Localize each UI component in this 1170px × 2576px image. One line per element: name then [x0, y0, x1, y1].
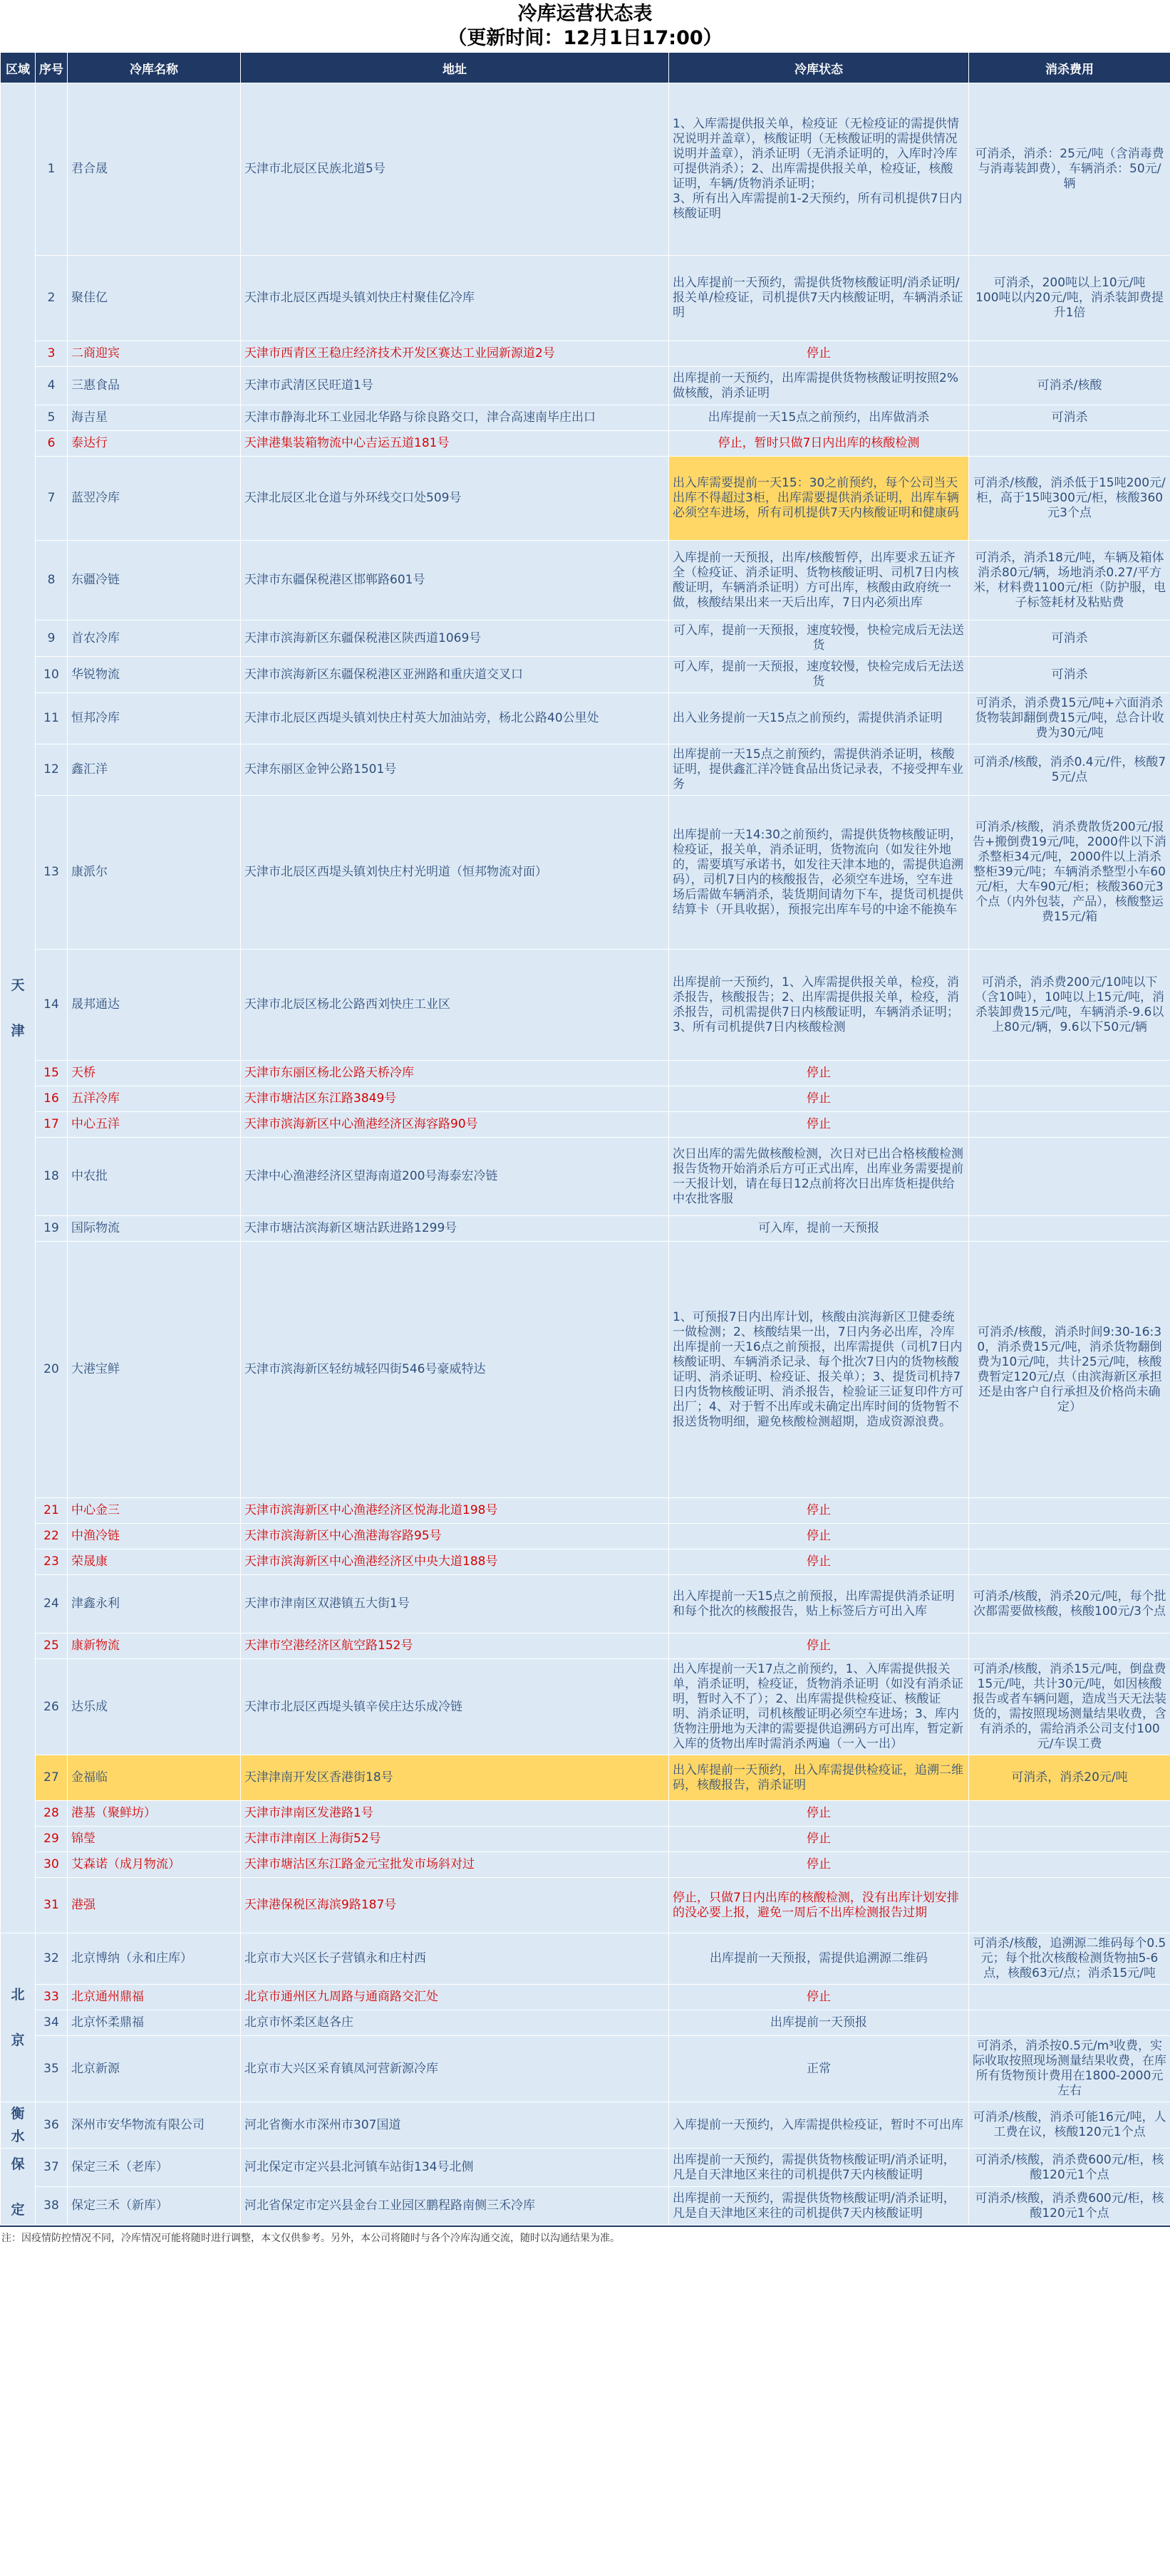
row-number: 11 — [36, 693, 68, 744]
address: 天津市北辰区西堤头镇刘快庄村英大加油站旁，杨北公路40公里处 — [241, 693, 669, 744]
row-number: 8 — [36, 541, 68, 620]
storage-status: 停止 — [669, 1112, 969, 1138]
row-number: 21 — [36, 1498, 68, 1524]
address: 天津市塘沽区东江路3849号 — [241, 1086, 669, 1112]
address: 天津港保税区海滨9路187号 — [241, 1878, 669, 1933]
row-number: 4 — [36, 367, 68, 405]
table-row — [1, 1755, 1170, 1801]
row-number: 2 — [36, 256, 68, 341]
address: 北京市大兴区长子营镇永和庄村西 — [241, 1933, 669, 1985]
table-row — [1, 796, 1170, 950]
disinfection-fee: 可消杀 — [969, 620, 1170, 657]
address: 天津市北辰区西堤头镇辛侯庄达乐成冷链 — [241, 1659, 669, 1755]
row-number: 29 — [36, 1827, 68, 1852]
cold-storage-table — [0, 52, 1170, 2226]
cold-storage-name: 北京通州鼎福 — [68, 1985, 241, 2010]
cold-storage-name: 北京新源 — [68, 2036, 241, 2102]
disinfection-fee: 可消杀，消杀20元/吨 — [969, 1755, 1170, 1801]
disinfection-fee — [969, 1985, 1170, 2010]
row-number: 24 — [36, 1575, 68, 1634]
disinfection-fee — [969, 1112, 1170, 1138]
row-number: 34 — [36, 2010, 68, 2036]
cold-storage-name: 保定三禾（老库） — [68, 2149, 241, 2187]
storage-status: 停止 — [669, 1801, 969, 1827]
row-number: 13 — [36, 796, 68, 950]
cold-storage-name: 晟邦通达 — [68, 950, 241, 1061]
row-number: 31 — [36, 1878, 68, 1933]
disinfection-fee — [969, 1216, 1170, 1242]
disinfection-fee — [969, 1138, 1170, 1216]
row-number: 9 — [36, 620, 68, 657]
cold-storage-name: 金福临 — [68, 1755, 241, 1801]
disinfection-fee — [969, 2010, 1170, 2036]
address: 天津市滨海新区中心渔港经济区悦海北道198号 — [241, 1498, 669, 1524]
region-cell — [1, 1933, 36, 2102]
storage-status: 次日出库的需先做核酸检测，次日对已出合格核酸检测报告货物开始消杀后方可正式出库，出库业务需要提前一天报计划，请在每日12点前将次日出库货柜提供给中农批客服 — [669, 1138, 969, 1216]
address: 天津市津南区发港路1号 — [241, 1801, 669, 1827]
address: 河北省保定市定兴县金台工业园区鹏程路南侧三禾冷库 — [241, 2187, 669, 2226]
storage-status: 停止，暂时只做7日内出库的核酸检测 — [669, 431, 969, 457]
row-number: 6 — [36, 431, 68, 457]
row-number: 20 — [36, 1242, 68, 1498]
table-row — [1, 2102, 1170, 2149]
table-row — [1, 950, 1170, 1061]
table-row — [1, 1634, 1170, 1659]
storage-status: 出入库提前一天预约，需提供货物核酸证明/消杀证明/报关单/检疫证，司机提供7天内核酸证明，车辆消杀证明 — [669, 256, 969, 341]
cold-storage-name: 泰达行 — [68, 431, 241, 457]
region-label: 保 定 — [11, 2156, 25, 2218]
address: 天津市东丽区杨北公路天桥冷库 — [241, 1061, 669, 1086]
table-row — [1, 1933, 1170, 1985]
cold-storage-name: 华锐物流 — [68, 657, 241, 693]
storage-status: 停止 — [669, 1086, 969, 1112]
cold-storage-name: 首农冷库 — [68, 620, 241, 657]
storage-status: 1、入库需提供报关单，检疫证（无检疫证的需提供情况说明并盖章），核酸证明（无核酸证明的需提供情况说明并盖章），消杀证明（无消杀证明的，入库时冷库可提供消杀）；2、出库需提供报关单，检疫证，核酸证明，车辆/货物消杀证明； 3、所有出入库需提前1-2天预约，所有司机提供7日内核酸证明 — [669, 83, 969, 256]
disinfection-fee: 可消杀/核酸 — [969, 367, 1170, 405]
header-row — [1, 53, 1170, 83]
table-row — [1, 2187, 1170, 2226]
disinfection-fee — [969, 1086, 1170, 1112]
address: 北京市怀柔区赵各庄 — [241, 2010, 669, 2036]
storage-status: 出库提前一天预报 — [669, 2010, 969, 2036]
address: 天津市静海北环工业园北华路与徐良路交口，津合高速南毕庄出口 — [241, 405, 669, 431]
sheet-title — [0, 0, 1170, 52]
cold-storage-name: 鑫汇洋 — [68, 744, 241, 796]
row-number: 18 — [36, 1138, 68, 1216]
storage-status: 入库提前一天预报，出库/核酸暂停，出库要求五证齐全（检疫证、消杀证明、货物核酸证明、司机7日内核酸证明，车辆消杀证明）方可出库，核酸由政府统一做，核酸结果出来一天后出库，7日内必须出库 — [669, 541, 969, 620]
address: 天津市津南区双港镇五大街1号 — [241, 1575, 669, 1634]
cold-storage-name: 中渔冷链 — [68, 1524, 241, 1549]
table-row — [1, 1061, 1170, 1086]
address: 河北保定市定兴县北河镇车站街134号北侧 — [241, 2149, 669, 2187]
address: 天津市东疆保税港区邯郸路601号 — [241, 541, 669, 620]
storage-status: 停止 — [669, 341, 969, 367]
cold-storage-name: 康新物流 — [68, 1634, 241, 1659]
title-text: 冷库运营状态表 — [517, 3, 653, 25]
table-row — [1, 1852, 1170, 1878]
table-row — [1, 1659, 1170, 1755]
address: 天津市武清区民旺道1号 — [241, 367, 669, 405]
cold-storage-name: 恒邦冷库 — [68, 693, 241, 744]
row-number: 33 — [36, 1985, 68, 2010]
disinfection-fee: 可消杀/核酸，消杀费散货200元/报告+搬倒费19元/吨，2000件以下消杀整柜34元/吨，2000件以上消杀整柜39元/吨；车辆消杀整型小车60元/柜，大车90元/柜；核酸360元3个点（内外包装，产品），核酸整运费15元/箱 — [969, 796, 1170, 950]
cold-storage-name: 锦瑩 — [68, 1827, 241, 1852]
cold-storage-name: 天桥 — [68, 1061, 241, 1086]
header-name: 冷库名称 — [68, 53, 241, 83]
disinfection-fee — [969, 1549, 1170, 1575]
row-number: 26 — [36, 1659, 68, 1755]
disinfection-fee: 可消杀/核酸，消杀低于15吨200元/柜，高于15吨300元/柜，核酸360元3个点 — [969, 457, 1170, 541]
disinfection-fee: 可消杀/核酸，消杀费600元/柜，核酸120元1个点 — [969, 2187, 1170, 2226]
row-number: 12 — [36, 744, 68, 796]
header-fee: 消杀费用 — [969, 53, 1170, 83]
storage-status: 正常 — [669, 2036, 969, 2102]
storage-status: 停止 — [669, 1985, 969, 2010]
row-number: 38 — [36, 2187, 68, 2226]
address: 天津市滨海新区东疆保税港区亚洲路和重庆道交叉口 — [241, 657, 669, 693]
cold-storage-name: 中心五洋 — [68, 1112, 241, 1138]
address: 河北省衡水市深州市307国道 — [241, 2102, 669, 2149]
row-number: 32 — [36, 1933, 68, 1985]
address: 天津市塘沽滨海新区塘沽跃进路1299号 — [241, 1216, 669, 1242]
storage-status: 可入库，提前一天预报，速度较慢，快检完成后无法送货 — [669, 657, 969, 693]
table-row — [1, 256, 1170, 341]
address: 北京市通州区九周路与通商路交汇处 — [241, 1985, 669, 2010]
storage-status: 出入业务提前一天15点之前预约，需提供消杀证明 — [669, 693, 969, 744]
region-cell — [1, 2102, 36, 2149]
row-number: 15 — [36, 1061, 68, 1086]
disinfection-fee: 可消杀，200吨以上10元/吨 100吨以内20元/吨，消杀装卸费提升1倍 — [969, 256, 1170, 341]
cold-storage-name: 港强 — [68, 1878, 241, 1933]
cold-storage-name: 海吉星 — [68, 405, 241, 431]
storage-status: 停止 — [669, 1498, 969, 1524]
disinfection-fee: 可消杀，消杀费15元/吨+六面消杀货物装卸翻倒费15元/吨，总合计收费为30元/吨 — [969, 693, 1170, 744]
address: 天津中心渔港经济区望海南道200号海泰宏冷链 — [241, 1138, 669, 1216]
disinfection-fee: 可消杀/核酸，消杀时间9:30-16:30，消杀费15元/吨，消杀货物翻倒费为10元/吨，共计25元/吨，核酸费暂定120元/点（由滨海新区承担还是由客户自行承担及价格尚未确定） — [969, 1242, 1170, 1498]
cold-storage-name: 港基（聚鲜坊） — [68, 1801, 241, 1827]
row-number: 30 — [36, 1852, 68, 1878]
disinfection-fee — [969, 1634, 1170, 1659]
address: 天津港集装箱物流中心吉运五道181号 — [241, 431, 669, 457]
cold-storage-name: 北京怀柔鼎福 — [68, 2010, 241, 2036]
storage-status: 停止 — [669, 1061, 969, 1086]
table-row — [1, 1242, 1170, 1498]
cold-storage-name: 聚佳亿 — [68, 256, 241, 341]
table-row — [1, 1216, 1170, 1242]
disinfection-fee: 可消杀，消杀费200元/10吨以下（含10吨），10吨以上15元/吨，消杀装卸费15元/吨，车辆消杀-9.6以上80元/辆，9.6以下50元/辆 — [969, 950, 1170, 1061]
storage-status: 出入库提前一天预约，出入库需提供检疫证，追溯二维码，核酸报告，消杀证明 — [669, 1755, 969, 1801]
row-number: 25 — [36, 1634, 68, 1659]
row-number: 28 — [36, 1801, 68, 1827]
address: 天津东丽区金钟公路1501号 — [241, 744, 669, 796]
disinfection-fee: 可消杀，消杀按0.5元/m³收费，实际收取按照现场测量结果收费，在库所有货物预计费用在1800-2000元左右 — [969, 2036, 1170, 2102]
cold-storage-name: 达乐成 — [68, 1659, 241, 1755]
header-address: 地址 — [241, 53, 669, 83]
storage-status: 停止 — [669, 1549, 969, 1575]
storage-status: 停止，只做7日内出库的核酸检测，没有出库计划安排的没必要上报，避免一周后不出库检测报告过期 — [669, 1878, 969, 1933]
cold-storage-name: 北京博纳（永和庄库） — [68, 1933, 241, 1985]
storage-status: 可入库，提前一天预报 — [669, 1216, 969, 1242]
row-number: 5 — [36, 405, 68, 431]
address: 天津市滨海新区中心渔港经济区中央大道188号 — [241, 1549, 669, 1575]
row-number: 37 — [36, 2149, 68, 2187]
disinfection-fee: 可消杀/核酸，消杀费600元/柜，核酸120元1个点 — [969, 2149, 1170, 2187]
region-cell — [1, 2149, 36, 2226]
cold-storage-name: 深州市安华物流有限公司 — [68, 2102, 241, 2149]
row-number: 1 — [36, 83, 68, 256]
cold-storage-name: 荣晟康 — [68, 1549, 241, 1575]
disinfection-fee: 可消杀/核酸，消杀可能16元/吨，人工费在议，核酸120元1个点 — [969, 2102, 1170, 2149]
storage-status: 出库提前一天预约，1、入库需提供报关单，检疫，消杀报告，核酸报告；2、出库需提供报关单，检疫，消杀报告，司机需提供7日内核酸证明，车辆消杀证明；3、所有司机提供7日内核酸检测 — [669, 950, 969, 1061]
disinfection-fee — [969, 1801, 1170, 1827]
storage-status: 出入库提前一天15点之前预报，出库需提供消杀证明和每个批次的核酸报告，贴上标签后方可出入库 — [669, 1575, 969, 1634]
address: 天津北辰区北仓道与外环线交口处509号 — [241, 457, 669, 541]
storage-status: 出库提前一天预约，需提供货物核酸证明/消杀证明，凡是自天津地区来往的司机提供7天内核酸证明 — [669, 2149, 969, 2187]
row-number: 27 — [36, 1755, 68, 1801]
storage-status: 入库提前一天预约，入库需提供检疫证，暂时不可出库 — [669, 2102, 969, 2149]
table-row — [1, 620, 1170, 657]
disinfection-fee — [969, 1061, 1170, 1086]
row-number: 7 — [36, 457, 68, 541]
table-row — [1, 1524, 1170, 1549]
disinfection-fee: 可消杀/核酸，消杀15元/吨，倒盘费15元/吨，共计30元/吨，如因核酸报告或者车辆问题，造成当天无法装货的，需按照现场测量结果收费，含有消杀的，需给消杀公司支付100元/车误工费 — [969, 1659, 1170, 1755]
storage-status: 停止 — [669, 1524, 969, 1549]
storage-status: 停止 — [669, 1634, 969, 1659]
address: 天津市滨海新区中心渔港经济区海容路90号 — [241, 1112, 669, 1138]
cold-storage-name: 艾森诺（成月物流） — [68, 1852, 241, 1878]
storage-status: 出库提前一天预约，需提供货物核酸证明/消杀证明，凡是自天津地区来往的司机提供7天内核酸证明 — [669, 2187, 969, 2226]
disinfection-fee — [969, 431, 1170, 457]
disinfection-fee: 可消杀 — [969, 657, 1170, 693]
address: 天津市西青区王稳庄经济技术开发区赛达工业园新源道2号 — [241, 341, 669, 367]
disinfection-fee: 可消杀/核酸，追溯源二维码每个0.5元；每个批次核酸检测货物抽5-6点，核酸63元/点；消杀15元/吨 — [969, 1933, 1170, 1985]
table-body — [1, 83, 1170, 2226]
table-row — [1, 1086, 1170, 1112]
region-label: 衡 水 — [11, 2106, 25, 2144]
storage-status: 出库提前一天15点之前预约，出库做消杀 — [669, 405, 969, 431]
table-row — [1, 657, 1170, 693]
table-row — [1, 2010, 1170, 2036]
table-row — [1, 1985, 1170, 2010]
disinfection-fee: 可消杀 — [969, 405, 1170, 431]
cold-storage-name: 中农批 — [68, 1138, 241, 1216]
header-status: 冷库状态 — [669, 53, 969, 83]
table-row — [1, 341, 1170, 367]
table-row — [1, 1827, 1170, 1852]
table-row — [1, 457, 1170, 541]
region-cell — [1, 83, 36, 1933]
address: 天津市北辰区西堤头镇刘快庄村光明道（恒邦物流对面） — [241, 796, 669, 950]
cold-storage-name: 中心金三 — [68, 1498, 241, 1524]
storage-status: 1、可预报7日内出库计划，核酸由滨海新区卫健委统一做检测；2、核酸结果一出，7日内务必出库，冷库出库提前一天16点之前预报，出库需提供（司机7日内核酸证明、车辆消杀记录、每个批次7日内的货物核酸证明、消杀证明、检疫证、报关单）；3、提货司机持7日内货物核酸证明、消杀报告，检验证三证复印件方可出厂；4、对于暂不出库或未确定出库时间的货物暂不报送货物明细，避免核酸检测超期，造成资源浪费。 — [669, 1242, 969, 1498]
address: 天津市滨海新区中心渔港海容路95号 — [241, 1524, 669, 1549]
disinfection-fee — [969, 341, 1170, 367]
row-number: 23 — [36, 1549, 68, 1575]
row-number: 10 — [36, 657, 68, 693]
disinfection-fee: 可消杀，消杀18元/吨，车辆及箱体消杀80元/辆，场地消杀0.27/平方米，材料费1100元/柜（防护服，电子标签耗材及粘贴费 — [969, 541, 1170, 620]
cold-storage-name: 国际物流 — [68, 1216, 241, 1242]
table-row — [1, 1549, 1170, 1575]
disinfection-fee: 可消杀/核酸，消杀0.4元/件，核酸75元/点 — [969, 744, 1170, 796]
disinfection-fee — [969, 1878, 1170, 1933]
row-number: 22 — [36, 1524, 68, 1549]
address: 北京市大兴区采育镇凤河营新源冷库 — [241, 2036, 669, 2102]
footer-note: 注：因疫情防控情况不同，冷库情况可能将随时进行调整，本文仅供参考。另外，本公司将随时与各个冷库沟通交流，随时以沟通结果为准。 — [0, 2226, 1170, 2250]
address: 天津市北辰区西堤头镇刘快庄村聚佳亿冷库 — [241, 256, 669, 341]
storage-status: 出入库提前一天17点之前预约，1、入库需提供报关单，消杀证明，检疫证，货物消杀证明（如没有消杀证明，暂时入不了）；2、出库需提供检疫证、核酸证明、消杀证明，司机核酸证明必须空车进场；3、库内货物注册地为天津的需要提供追溯码方可出库，暂定新入库的货物出库时需消杀两遍（一入一出） — [669, 1659, 969, 1755]
cold-storage-name: 君合晟 — [68, 83, 241, 256]
table-row — [1, 1801, 1170, 1827]
table-row — [1, 541, 1170, 620]
table-row — [1, 2036, 1170, 2102]
row-number: 16 — [36, 1086, 68, 1112]
storage-status: 停止 — [669, 1827, 969, 1852]
cold-storage-name: 蓝翌冷库 — [68, 457, 241, 541]
row-number: 14 — [36, 950, 68, 1061]
cold-storage-name: 三惠食品 — [68, 367, 241, 405]
disinfection-fee — [969, 1498, 1170, 1524]
cold-storage-name: 保定三禾（新库） — [68, 2187, 241, 2226]
disinfection-fee — [969, 1852, 1170, 1878]
row-number: 36 — [36, 2102, 68, 2149]
storage-status: 出库提前一天预报，需提供追溯源二维码 — [669, 1933, 969, 1985]
disinfection-fee: 可消杀/核酸，消杀20元/吨，每个批次都需要做核酸，核酸100元/3个点 — [969, 1575, 1170, 1634]
region-label: 天 津 — [11, 977, 25, 1039]
table-row — [1, 431, 1170, 457]
table-row — [1, 744, 1170, 796]
header-region: 区域 — [1, 53, 36, 83]
table-row — [1, 367, 1170, 405]
disinfection-fee: 可消杀，消杀：25元/吨（含消毒费与消毒装卸费），车辆消杀：50元/辆 — [969, 83, 1170, 256]
cold-storage-name: 津鑫永利 — [68, 1575, 241, 1634]
table-row — [1, 1575, 1170, 1634]
cold-storage-name: 康派尔 — [68, 796, 241, 950]
table-row — [1, 1138, 1170, 1216]
row-number: 17 — [36, 1112, 68, 1138]
cold-storage-name: 五洋冷库 — [68, 1086, 241, 1112]
storage-status: 出库提前一天预约，出库需提供货物核酸证明按照2%做核酸，消杀证明 — [669, 367, 969, 405]
table-row — [1, 693, 1170, 744]
update-time: （更新时间：12月1日17:00） — [447, 27, 723, 49]
header-no: 序号 — [36, 53, 68, 83]
table-row — [1, 1878, 1170, 1933]
address: 天津市北辰区民族北道5号 — [241, 83, 669, 256]
disinfection-fee — [969, 1524, 1170, 1549]
cold-storage-name: 东疆冷链 — [68, 541, 241, 620]
table-row — [1, 83, 1170, 256]
row-number: 3 — [36, 341, 68, 367]
storage-status: 出库提前一天15点之前预约，需提供消杀证明，核酸证明，提供鑫汇洋冷链食品出货记录表，不接受押车业务 — [669, 744, 969, 796]
address: 天津市塘沽区东江路金元宝批发市场斜对过 — [241, 1852, 669, 1878]
address: 天津市滨海新区东疆保税港区陕西道1069号 — [241, 620, 669, 657]
storage-status: 可入库，提前一天预报，速度较慢，快检完成后无法送货 — [669, 620, 969, 657]
table-row — [1, 1498, 1170, 1524]
cold-storage-name: 大港宝鲜 — [68, 1242, 241, 1498]
disinfection-fee — [969, 1827, 1170, 1852]
storage-status: 停止 — [669, 1852, 969, 1878]
table-row — [1, 2149, 1170, 2187]
address: 天津市北辰区杨北公路西刘快庄工业区 — [241, 950, 669, 1061]
address: 天津市空港经济区航空路152号 — [241, 1634, 669, 1659]
address: 天津市滨海新区轻纺城轻四街546号豪威特达 — [241, 1242, 669, 1498]
row-number: 35 — [36, 2036, 68, 2102]
row-number: 19 — [36, 1216, 68, 1242]
storage-status: 出入库需要提前一天15：30之前预约，每个公司当天出库不得超过3柜，出库需要提供消杀证明，出库车辆必须空车进场，所有司机提供7天内核酸证明和健康码 — [669, 457, 969, 541]
address: 天津津南开发区香港街18号 — [241, 1755, 669, 1801]
table-row — [1, 1112, 1170, 1138]
table-row — [1, 405, 1170, 431]
address: 天津市津南区上海街52号 — [241, 1827, 669, 1852]
storage-status: 出库提前一天14:30之前预约，需提供货物核酸证明，检疫证，报关单，消杀证明，货物流向（如发往外地的，需要填写承诺书，如发往天津本地的，需提供追溯码），司机7日内的核酸报告，必须空车进场，空车进场后需做车辆消杀，装货期间请勿下车，提货司机提供结算卡（开具收据），预报完出库车号的中途不能换车 — [669, 796, 969, 950]
region-label: 北 京 — [11, 1987, 25, 2048]
cold-storage-name: 二商迎宾 — [68, 341, 241, 367]
